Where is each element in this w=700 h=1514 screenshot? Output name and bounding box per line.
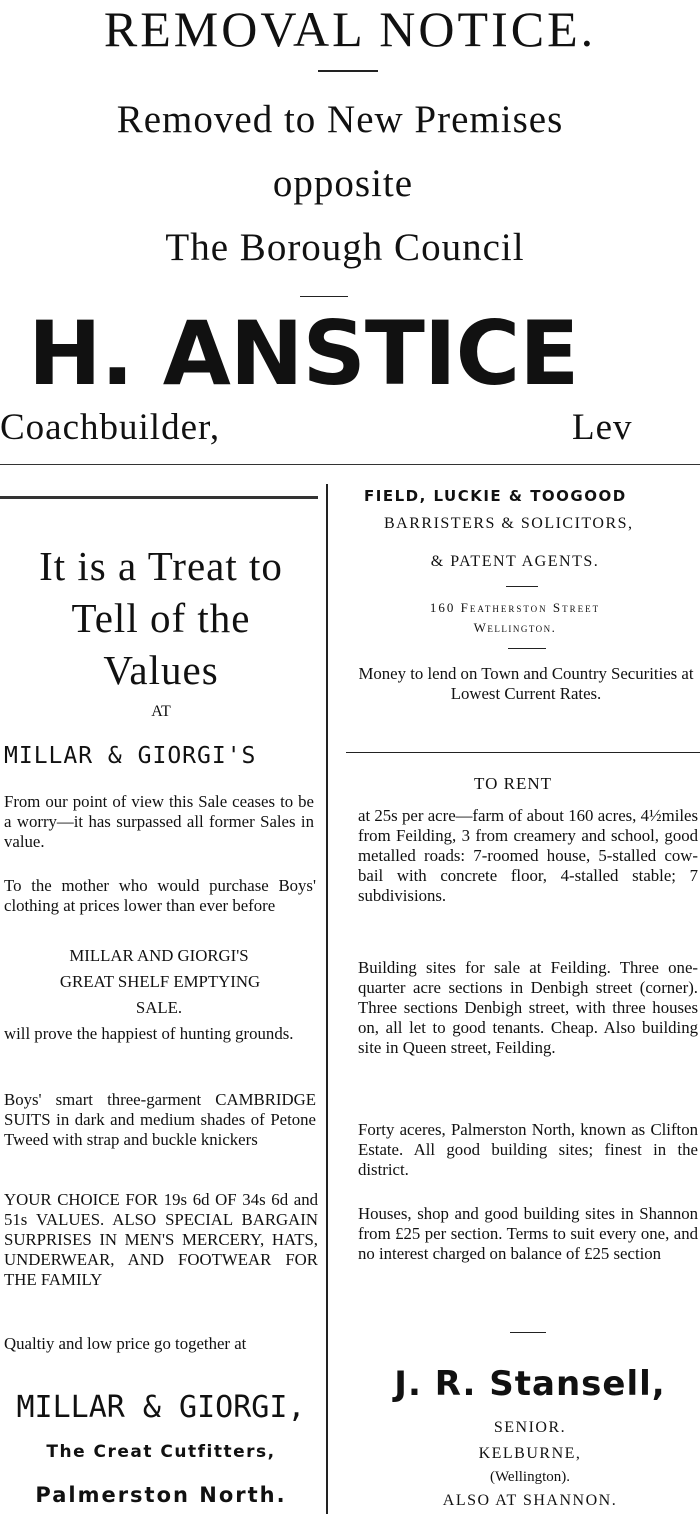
divider: [508, 648, 546, 649]
paragraph: From our point of view this Sale ceases to be a worry—it has surpassed all former Sales in value.: [4, 792, 314, 851]
removal-line-1: Removed to New Premises: [116, 98, 564, 141]
removal-line-2: opposite: [272, 162, 414, 205]
law-firm-line-3: & PATENT AGENTS.: [430, 553, 600, 570]
headline-line-3: Values: [103, 647, 219, 693]
signature-name: MILLAR & GIORGI,: [16, 1390, 306, 1425]
tagline: The Creat Cutfitters,: [46, 1442, 276, 1462]
address-line-1: 160 Featherston Street: [429, 600, 601, 615]
address-line-2: Wellington.: [473, 620, 557, 635]
removal-heading: REMOVAL NOTICE.: [103, 1, 597, 57]
stansell-line-3: (Wellington).: [489, 1469, 571, 1485]
headline-line-2: Tell of the: [71, 595, 251, 641]
column-top-rule: [0, 496, 318, 499]
rent-paragraph: Forty aceres, Palmerston North, known as Clifton Estate. All good building sites; finest in the district.: [358, 1120, 698, 1179]
rent-paragraph: Houses, shop and good building sites in Shannon from £25 per section. Terms to suit every one, and no interest charged on balance of £25 section: [358, 1204, 698, 1263]
rent-paragraph: Building sites for sale at Feilding. Three one-quarter acre sections in Denbigh street (corner). Three sections Denbigh street, with three houses on, all let to good tenants. Cheap. Also building site in Queen street, Feilding.: [358, 958, 698, 1057]
firm-name: MILLAR & GIORGI'S: [4, 743, 257, 769]
place-label: Lev: [572, 407, 633, 448]
divider: [506, 586, 538, 587]
law-firm-name: FIELD, LUCKIE & TOOGOOD: [364, 487, 627, 505]
sale-line-3: SALE.: [135, 998, 183, 1017]
paragraph: To the mother who would purchase Boys' clothing at prices lower than ever before: [4, 876, 316, 915]
divider: [318, 70, 378, 72]
stansell-name: J. R. Stansell,: [394, 1364, 666, 1404]
column-divider: [326, 484, 328, 1514]
paragraph: YOUR CHOICE FOR 19s 6d OF 34s 6d and 51s VALUES. ALSO SPECIAL BARGAIN SURPRISES IN MEN'S MERCERY, HATS, UNDERWEAR, AND FOOTWEAR FOR THE FAMILY: [4, 1190, 318, 1289]
headline-line-1: It is a Treat to: [39, 543, 283, 589]
paragraph: will prove the happiest of hunting grounds.: [4, 1024, 294, 1043]
removal-line-3: The Borough Council: [165, 226, 525, 269]
divider: [346, 752, 700, 753]
rent-paragraph: at 25s per acre—farm of about 160 acres, 4½miles from Feilding, 3 from creamery and school, good metalled roads: 7-roomed house, 5-stalled cow-bail with concrete floor, 4-stalled stable; 7 subdivisions.: [358, 806, 698, 905]
stansell-line-4: ALSO AT SHANNON.: [442, 1492, 618, 1509]
law-firm-line-2: BARRISTERS & SOLICITORS,: [384, 515, 634, 532]
ad-headline: [0, 540, 322, 696]
rent-heading: TO RENT: [474, 774, 552, 793]
money-notice: Money to lend on Town and Country Securities at Lowest Current Rates.: [358, 664, 694, 703]
divider: [300, 296, 348, 297]
business-name: H. ANSTICE: [28, 302, 579, 405]
paragraph: Qualtiy and low price go together at: [4, 1334, 247, 1353]
stansell-line-1: SENIOR.: [493, 1419, 567, 1436]
trade-label: Coachbuilder,: [0, 407, 221, 448]
divider: [510, 1332, 546, 1333]
sale-line-2: GREAT SHELF EMPTYING: [59, 972, 261, 991]
stansell-line-2: KELBURNE,: [478, 1445, 582, 1462]
section-rule: [0, 464, 700, 465]
town: Palmerston North.: [35, 1483, 287, 1507]
paragraph: Boys' smart three-garment CAMBRIDGE SUITS in dark and medium shades of Petone Tweed with strap and buckle knickers: [4, 1090, 316, 1149]
at-label: AT: [151, 703, 171, 720]
sale-line-1: MILLAR AND GIORGI'S: [69, 946, 249, 965]
